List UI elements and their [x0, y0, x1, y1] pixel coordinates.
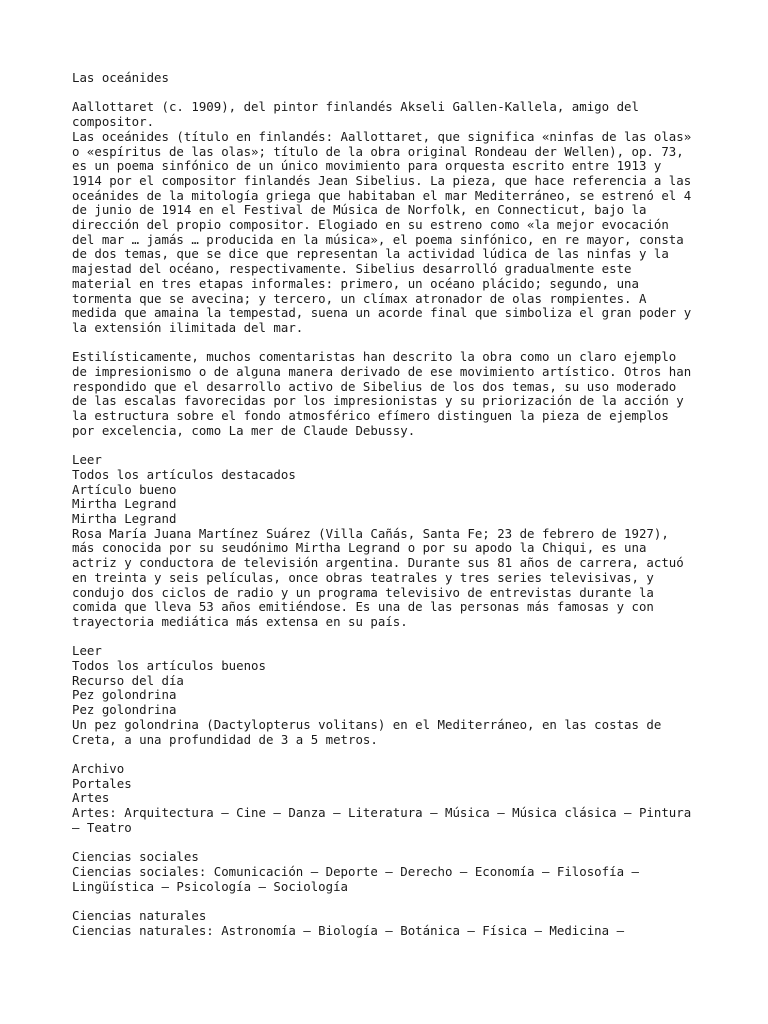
- text-line: Rosa María Juana Martínez Suárez (Villa Cañás, Santa Fe; 23 de febrero de 1927),: [72, 525, 669, 541]
- text-line: de junio de 1914 en el Festival de Música de Norfolk, en Connecticut, bajo la: [72, 202, 647, 218]
- paragraph: [72, 71, 712, 86]
- text-line: 1914 por el compositor finlandés Jean Sibelius. La pieza, que hace referencia a las: [72, 172, 692, 188]
- text-line: del mar … jamás … producida en la música», el poema sinfónico, en re mayor, consta: [72, 231, 684, 247]
- text-line: actriz y conductora de televisión argentina. Durante sus 81 años de carrera, actuó: [72, 555, 684, 571]
- text-line: condujo dos ciclos de radio y un programa televisivo de entrevistas durante la: [72, 584, 654, 600]
- text-line: de las escalas favorecidas por los impresionistas y su priorización de la acción y: [72, 393, 684, 409]
- text-line: respondido que el desarrollo activo de Sibelius de los dos temas, su uso moderado: [72, 378, 677, 394]
- text-line: – Teatro: [72, 819, 132, 835]
- text-line: por excelencia, como La mer de Claude Debussy.: [72, 422, 416, 438]
- text-line: Artes: [72, 790, 110, 806]
- text-line: Estilísticamente, muchos comentaristas han descrito la obra como un claro ejemplo: [72, 349, 677, 365]
- text-line: Aallottaret (c. 1909), del pintor finlandés Akseli Gallen-Kallela, amigo del: [72, 99, 639, 115]
- text-line: Pez golondrina: [72, 687, 177, 703]
- text-line: Ciencias naturales: Astronomía – Biología – Botánica – Física – Medicina –: [72, 922, 625, 938]
- text-line: medida que amaina la tempestad, suena un acorde final que simboliza el gran poder y: [72, 305, 692, 321]
- text-line: Recurso del día: [72, 672, 184, 688]
- text-line: la estructura sobre el fondo atmosférico efímero distinguen la pieza de ejemplos: [72, 408, 669, 424]
- text-line: Artes: Arquitectura – Cine – Danza – Literatura – Música – Música clásica – Pintura: [72, 805, 692, 821]
- text-line: la extensión ilimitada del mar.: [72, 319, 304, 335]
- text-line: material en tres etapas informales: primero, un océano plácido; segundo, una: [72, 275, 639, 291]
- text-line: Todos los artículos destacados: [72, 466, 296, 482]
- text-line: Mirtha Legrand: [72, 496, 177, 512]
- text-line: es un poema sinfónico de un único movimiento para orquesta escrito entre 1913 y: [72, 158, 662, 174]
- text-line: Creta, a una profundidad de 3 a 5 metros.: [72, 731, 378, 747]
- text-line: Un pez golondrina (Dactylopterus volitans) en el Mediterráneo, en las costas de: [72, 716, 662, 732]
- text-line: más conocida por su seudónimo Mirtha Legrand o por su apodo la Chiqui, es una: [72, 540, 647, 556]
- text-line: Mirtha Legrand: [72, 511, 177, 527]
- text-line: Ciencias sociales: Comunicación – Deporte – Derecho – Economía – Filosofía –: [72, 863, 639, 879]
- text-line: comida que lleva 53 años emitiéndose. Es una de las personas más famosas y con: [72, 599, 654, 615]
- text-line: de impresionismo o de alguna manera derivado de ese movimiento artístico. Otros han: [72, 364, 692, 380]
- paragraph: [72, 100, 712, 335]
- paragraph: [72, 909, 712, 938]
- paragraph: [72, 453, 712, 629]
- text-line: oceánides de la mitología griega que habitaban el mar Mediterráneo, se estrenó el 4: [72, 187, 692, 203]
- text-line: Las oceánides: [72, 70, 169, 85]
- text-line: compositor.: [72, 114, 155, 130]
- text-line: en treinta y seis películas, once obras teatrales y tres series televisivas, y: [72, 569, 654, 585]
- text-line: majestad del océano, respectivamente. Sibelius desarrolló gradualmente este: [72, 261, 632, 277]
- text-line: dirección del propio compositor. Elogiado en su estreno como «la mejor evocación: [72, 217, 669, 233]
- paragraph: [72, 762, 712, 836]
- text-line: Ciencias naturales: [72, 907, 207, 923]
- paragraph: [72, 644, 712, 747]
- paragraph: [72, 850, 712, 894]
- text-line: de dos temas, que se dice que representan la actividad lúdica de las ninfas y la: [72, 246, 669, 262]
- text-line: Leer: [72, 452, 102, 468]
- text-line: Las oceánides (título en finlandés: Aallottaret, que significa «ninfas de las olas»: [72, 128, 692, 144]
- text-line: Archivo: [72, 760, 125, 776]
- document-body: [72, 71, 712, 953]
- text-line: Todos los artículos buenos: [72, 658, 266, 674]
- text-line: o «espíritus de las olas»; título de la obra original Rondeau der Wellen), op. 73,: [72, 143, 684, 159]
- text-line: Artículo bueno: [72, 481, 177, 497]
- text-line: Portales: [72, 775, 132, 791]
- text-line: tormenta que se avecina; y tercero, un clímax atronador de olas rompientes. A: [72, 290, 647, 306]
- text-line: Lingüística – Psicología – Sociología: [72, 878, 349, 894]
- text-line: Leer: [72, 643, 102, 659]
- text-line: Ciencias sociales: [72, 849, 199, 865]
- paragraph: [72, 350, 712, 438]
- text-line: trayectoria mediática más extensa en su país.: [72, 613, 408, 629]
- text-line: Pez golondrina: [72, 702, 177, 718]
